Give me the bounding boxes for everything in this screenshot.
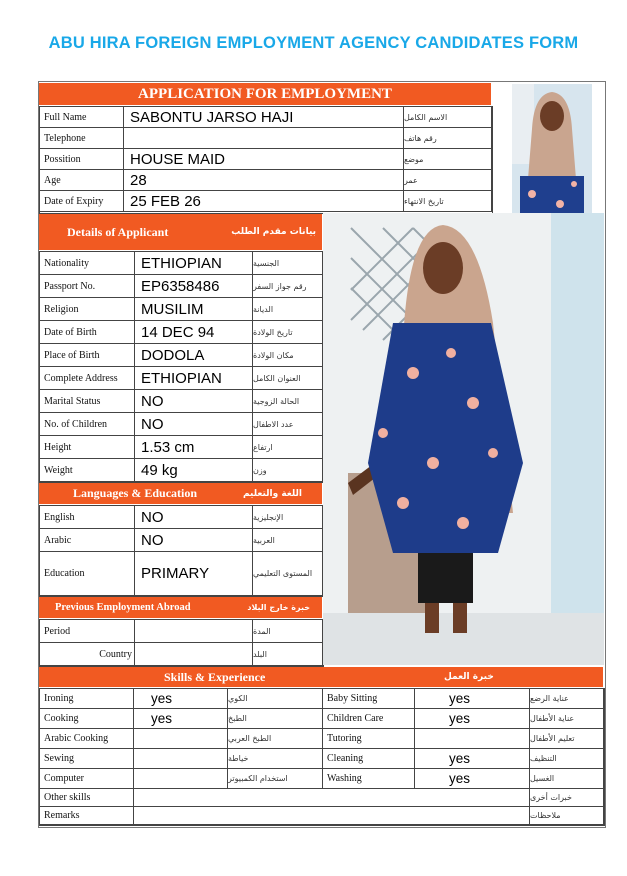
languages-row-label: Arabic (40, 529, 135, 552)
field-label: Telephone (40, 128, 124, 149)
other-skills-label: Other skills (40, 789, 134, 807)
skill-value[interactable] (415, 729, 530, 749)
skill-value[interactable]: yes (415, 689, 530, 709)
languages-row-value[interactable]: PRIMARY (135, 552, 253, 596)
skill-label-arabic: الغسيل (530, 769, 604, 789)
languages-table (39, 505, 324, 597)
details-header-bar (39, 214, 322, 250)
candidate-portrait-illustration (512, 84, 592, 222)
skills-header-bar (39, 667, 603, 687)
skill-label-arabic: الكوي (228, 689, 323, 709)
field-label-arabic: موضع (404, 149, 492, 170)
field-value[interactable]: 25 FEB 26 (124, 191, 404, 212)
details-row-label: Religion (40, 298, 135, 321)
languages-title: Languages & Education (73, 486, 198, 500)
skill-value[interactable]: yes (415, 749, 530, 769)
skill-value[interactable]: yes (134, 689, 228, 709)
details-row-arabic: الديانة (253, 298, 323, 321)
details-row-label: Marital Status (40, 390, 135, 413)
candidate-fullbody-illustration (323, 213, 604, 665)
field-value[interactable]: SABONTU JARSO HAJI (124, 107, 404, 128)
skills-title: Skills & Experience (164, 669, 266, 684)
skill-label-arabic: الطبخ (228, 709, 323, 729)
details-row-value[interactable]: ETHIOPIAN (135, 367, 253, 390)
details-row-arabic: العنوان الكامل (253, 367, 323, 390)
field-label-arabic: الاسم الكامل (404, 107, 492, 128)
other-skills-arabic: خبرات أخرى (530, 789, 604, 807)
details-row-value[interactable]: EP6358486 (135, 275, 253, 298)
details-row-label: Nationality (40, 252, 135, 275)
details-row-label: No. of Children (40, 413, 135, 436)
skill-label: Baby Sitting (323, 689, 415, 709)
remarks-value[interactable] (134, 807, 530, 825)
previous-employment-row-arabic: المدة (253, 620, 323, 643)
top-fields-table (39, 106, 493, 214)
skill-label-arabic: استخدام الكمبيوتر (228, 769, 323, 789)
other-skills-value[interactable] (134, 789, 530, 807)
skill-label: Washing (323, 769, 415, 789)
skill-label: Tutoring (323, 729, 415, 749)
languages-title-arabic: اللغة والتعليم (242, 488, 302, 499)
languages-row-label: English (40, 506, 135, 529)
details-row-value[interactable]: NO (135, 413, 253, 436)
skill-label-arabic: عناية الأطفال (530, 709, 604, 729)
field-label: Possition (40, 149, 124, 170)
field-label: Date of Expiry (40, 191, 124, 212)
skill-value[interactable]: yes (415, 769, 530, 789)
skill-label: Ironing (40, 689, 134, 709)
details-row-label: Date of Birth (40, 321, 135, 344)
languages-row-arabic: الإنجليزية (253, 506, 323, 529)
candidate-photo-large (323, 213, 604, 665)
details-title-arabic: بيانات مقدم الطلب (231, 227, 316, 237)
form-header-title: APPLICATION FOR EMPLOYMENT (138, 85, 392, 102)
field-label: Full Name (40, 107, 124, 128)
languages-row-label: Education (40, 552, 135, 596)
previous-employment-title-arabic: خبرة خارج البلاد (247, 603, 310, 612)
field-value[interactable]: HOUSE MAID (124, 149, 404, 170)
details-row-value[interactable]: NO (135, 390, 253, 413)
skill-label: Children Care (323, 709, 415, 729)
remarks-arabic: ملاحظات (530, 807, 604, 825)
languages-row-arabic: المستوى التعليمي (253, 552, 323, 596)
previous-employment-row-label: Period (40, 620, 135, 643)
skill-label: Cleaning (323, 749, 415, 769)
skill-label-arabic: التنظيف (530, 749, 604, 769)
previous-employment-row-value[interactable] (135, 643, 253, 666)
agency-title: ABU HIRA FOREIGN EMPLOYMENT AGENCY CANDIDATES FORM (48, 34, 579, 52)
details-row-arabic: الجنسية (253, 252, 323, 275)
details-title: Details of Applicant (67, 224, 169, 239)
skill-value[interactable] (134, 729, 228, 749)
previous-employment-header-bar (39, 597, 322, 618)
skills-table (39, 688, 605, 826)
details-row-arabic: رقم جواز السفر (253, 275, 323, 298)
details-row-arabic: ارتفاع (253, 436, 323, 459)
field-value[interactable]: 28 (124, 170, 404, 191)
skills-title-arabic: خبرة العمل (444, 672, 494, 682)
details-row-value[interactable]: 49 kg (135, 459, 253, 482)
skill-value[interactable] (134, 769, 228, 789)
details-row-arabic: مكان الولادة (253, 344, 323, 367)
field-value[interactable] (124, 128, 404, 149)
details-row-label: Place of Birth (40, 344, 135, 367)
field-label-arabic: رقم هاتف (404, 128, 492, 149)
previous-employment-row-label: Country (40, 643, 135, 666)
details-row-value[interactable]: ETHIOPIAN (135, 252, 253, 275)
details-row-arabic: الحالة الزوجية (253, 390, 323, 413)
skill-label: Sewing (40, 749, 134, 769)
skill-label-arabic: عناية الرضع (530, 689, 604, 709)
languages-row-arabic: العربية (253, 529, 323, 552)
details-row-value[interactable]: MUSILIM (135, 298, 253, 321)
details-row-arabic: وزن (253, 459, 323, 482)
skill-value[interactable] (134, 749, 228, 769)
details-row-label: Weight (40, 459, 135, 482)
details-row-value[interactable]: DODOLA (135, 344, 253, 367)
details-row-value[interactable]: 1.53 cm (135, 436, 253, 459)
details-row-label: Height (40, 436, 135, 459)
skill-value[interactable]: yes (134, 709, 228, 729)
field-label: Age (40, 170, 124, 191)
previous-employment-title: Previous Employment Abroad (55, 602, 191, 613)
details-row-label: Passport No. (40, 275, 135, 298)
previous-employment-row-arabic: البلد (253, 643, 323, 666)
skill-value[interactable]: yes (415, 709, 530, 729)
details-row-label: Complete Address (40, 367, 135, 390)
skill-label: Arabic Cooking (40, 729, 134, 749)
skill-label: Computer (40, 769, 134, 789)
languages-header-bar (39, 483, 322, 504)
previous-employment-row-value[interactable] (135, 620, 253, 643)
languages-row-value[interactable]: NO (135, 529, 253, 552)
skill-label: Cooking (40, 709, 134, 729)
details-row-arabic: عدد الاطفال (253, 413, 323, 436)
languages-row-value[interactable]: NO (135, 506, 253, 529)
candidate-photo-small (512, 84, 592, 222)
field-label-arabic: عمر (404, 170, 492, 191)
details-row-arabic: تاريخ الولادة (253, 321, 323, 344)
details-table (39, 251, 324, 483)
form-header-bar (39, 83, 491, 105)
remarks-label: Remarks (40, 807, 134, 825)
skill-label-arabic: تعليم الأطفال (530, 729, 604, 749)
skill-label-arabic: الطبخ العربي (228, 729, 323, 749)
previous-employment-table (39, 619, 324, 667)
field-label-arabic: تاريخ الانتهاء (404, 191, 492, 212)
skill-label-arabic: خياطة (228, 749, 323, 769)
details-row-value[interactable]: 14 DEC 94 (135, 321, 253, 344)
